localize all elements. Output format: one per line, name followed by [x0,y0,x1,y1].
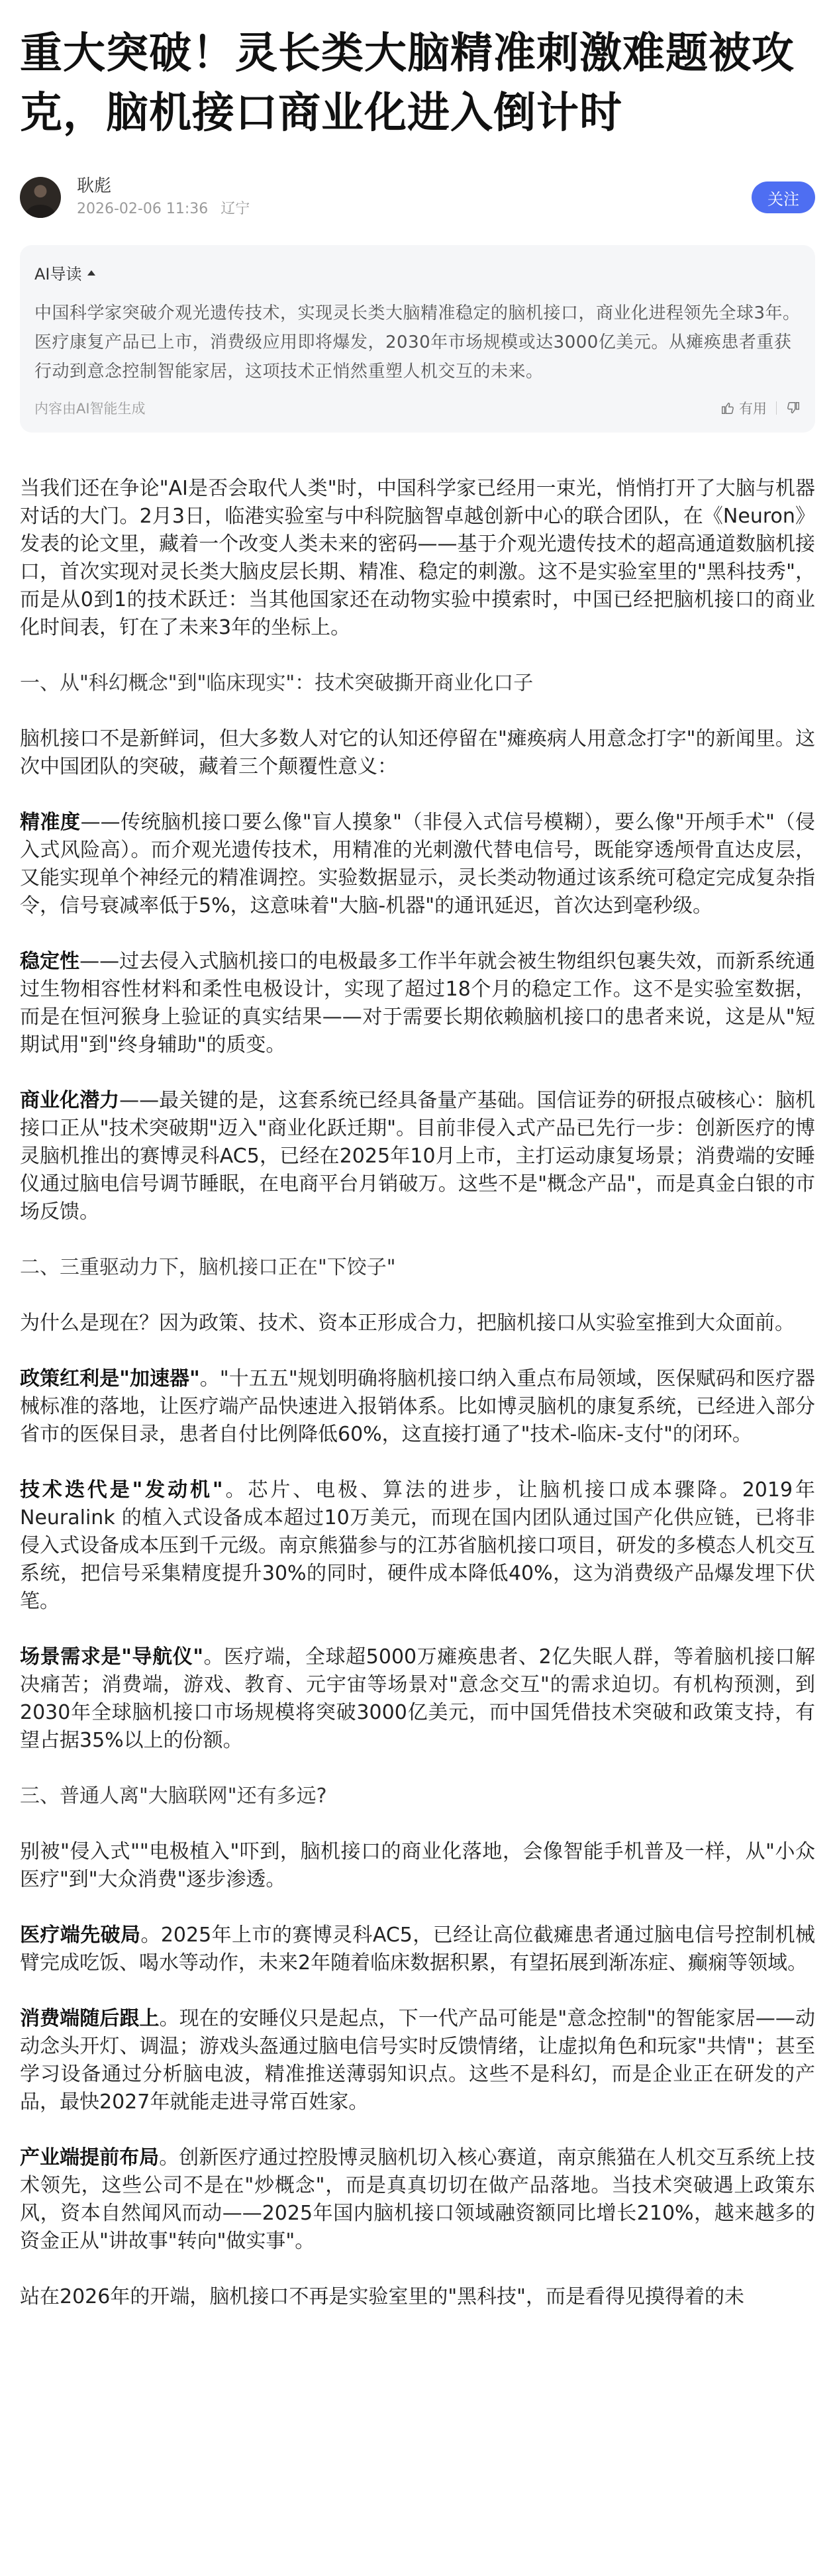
author-name[interactable]: 耿彪 [77,176,112,196]
avatar[interactable] [20,177,61,218]
paragraph [20,948,815,1059]
paragraph-text: 。现在的安睡仪只是起点，下一代产品可能是"意念控制"的智能家居——动动念头开灯、调温；游戏头盔通过脑电信号实时反馈情绪，让虚拟角色和玩家"共情"；甚至学习设备通过分析脑电波，精准推送薄弱知识点。这些不是科幻，而是企业正在研发的产品，最快2027年就能走进寻常百姓家。 [20,2007,815,2114]
section-heading: 一、从"科幻概念"到"临床现实"：技术突破撕开商业化口子 [20,672,534,695]
feedback-divider [776,401,777,415]
paragraph: 站在2026年的开端，脑机接口不再是实验室里的"黑科技"，而是看得见摸得着的未 [20,2285,744,2308]
paragraph [20,1476,815,1616]
paragraph-text: ——过去侵入式脑机接口的电极最多工作半年就会被生物组织包裹失效，而新系统通过生物相容性材料和柔性电极设计，实现了超过18个月的稳定工作。这不是实验室数据，而是在恒河猴身上验证的真实结果——对于需要长期依赖脑机接口的患者来说，这是从"短期试用"到"终身辅助"的质变。 [20,950,816,1056]
article-title: 重大突破！灵长类大脑精准刺激难题被攻克，脑机接口商业化进入倒计时 [20,29,795,138]
paragraph [20,1365,815,1449]
caret-up-icon [87,270,95,276]
paragraph-text: 。创新医疗通过控股博灵脑机切入核心赛道，南京熊猫在人机交互系统上技术领先，这些公司不是在"炒概念"，而是真真切切在做产品落地。当技术突破遇上政策东风，资本自然闻风而动——2025年国内脑机接口领域融资额同比增长210%，越来越多的资金正从"讲故事"转向"做实事"。 [20,2146,816,2253]
paragraph-lead: 精准度 [20,811,81,834]
paragraph-text: ——最关键的是，这套系统已经具备量产基础。国信证券的研报点破核心：脑机接口正从"技术突破期"迈入"商业化跃迁期"。目前非侵入式产品已先行一步：创新医疗的博灵脑机推出的赛博灵科AC5，已经在2025年10月上市，主打运动康复场景；消费端的安睡仪通过脑电信号调节睡眠，在电商平台月销破万。这些不是"概念产品"，而是真金白银的市场反馈。 [20,1089,816,1223]
ai-summary-label: AI导读 [34,265,82,283]
paragraph-lead: 政策红利是"加速器" [20,1367,200,1390]
publish-location: 辽宁 [221,201,250,217]
section-heading: 三、普通人离"大脑联网"还有多远? [20,1784,327,1808]
follow-button[interactable]: 关注 [752,181,815,213]
paragraph: 当我们还在争论"AI是否会取代人类"时，中国科学家已经用一束光，悄悄打开了大脑与机器对话的大门。2月3日，临港实验室与中科院脑智卓越创新中心的联合团队，在《Neuron》发表的论文里，藏着一个改变人类未来的密码——基于介观光遗传技术的超高通道数脑机接口，首次实现对灵长类大脑皮层长期、精准、稳定的刺激。这不是实验室里的"黑科技秀"，而是从0到1的技术跃迁：当其他国家还在动物实验中摸索时，中国已经把脑机接口的商业化时间表，钉在了未来3年的坐标上。 [20,477,815,639]
publish-date: 2026-02-06 11:36 [77,201,209,217]
thumbs-down-icon [786,401,801,415]
paragraph [20,1922,815,1977]
paragraph [20,809,815,920]
ai-summary-footer [34,398,801,418]
paragraph [20,2144,815,2255]
paragraph-lead: 稳定性 [20,950,80,973]
article-body [20,475,815,2311]
paragraph-text: 。2025年上市的赛博灵科AC5，已经让高位截瘫患者通过脑电信号控制机械臂完成吃饭、喝水等动作，未来2年随着临床数据积累，有望拓展到渐冻症、癫痫等领域。 [20,1924,815,1975]
ai-summary-box [20,245,815,433]
paragraph [20,1087,815,1226]
paragraph-text: 。"十五五"规划明确将脑机接口纳入重点布局领域，医保赋码和医疗器械标准的落地，让医疗端产品快速进入报销体系。比如博灵脑机的康复系统，已经进入部分省市的医保目录，患者自付比例降低60%，这直接打通了"技术-临床-支付"的闭环。 [20,1367,815,1446]
paragraph [20,1643,815,1755]
paragraph-lead: 产业端提前布局 [20,2146,160,2169]
ai-generated-note: 内容由AI智能生成 [34,401,146,417]
paragraph: 为什么是现在？因为政策、技术、资本正形成合力，把脑机接口从实验室推到大众面前。 [20,1312,795,1335]
ai-summary-text: 中国科学家突破介观光遗传技术，实现灵长类大脑精准稳定的脑机接口，商业化进程领先全球3年。医疗康复产品已上市，消费级应用即将爆发，2030年市场规模或达3000亿美元。从瘫痪患者重获行动到意念控制智能家居，这项技术正悄然重塑人机交互的未来。 [34,303,801,382]
paragraph: 别被"侵入式""电极植入"吓到，脑机接口的商业化落地，会像智能手机普及一样，从"小众医疗"到"大众消费"逐步渗透。 [20,1840,815,1891]
author-row [20,175,815,220]
paragraph-text: 。医疗端，全球超5000万瘫痪患者、2亿失眠人群，等着脑机接口解决痛苦；消费端，游戏、教育、元宇宙等场景对"意念交互"的需求迫切。有机构预测，到2030年全球脑机接口市场规模将突破3000亿美元，而中国凭借技术突破和政策支持，有望占据35%以上的份额。 [20,1645,815,1752]
author-info [77,175,752,220]
thumbs-up-icon [720,401,735,415]
paragraph-lead: 商业化潜力 [20,1089,120,1112]
paragraph-text: 。芯片、电极、算法的进步，让脑机接口成本骤降。2019年Neuralink 的植入式设备成本超过10万美元，而现在国内团队通过国产化供应链，已将非侵入式设备成本压到千元级。南京熊猫参与的江苏省脑机接口项目，研发的多模态人机交互系统，把信号采集精度提升30%的同时，硬件成本降低40%，这为消费级产品爆发埋下伏笔。 [20,1478,815,1613]
useful-button[interactable] [720,398,767,418]
useful-label: 有用 [739,401,767,417]
ai-feedback-actions [720,398,801,418]
paragraph [20,2005,815,2116]
section-heading: 二、三重驱动力下，脑机接口正在"下饺子" [20,1256,396,1279]
paragraph-lead: 医疗端先破局 [20,1924,141,1947]
not-useful-button[interactable] [786,401,801,415]
paragraph-text: ——传统脑机接口要么像"盲人摸象"（非侵入式信号模糊），要么像"开颅手术"（侵入式风险高）。而介观光遗传技术，用精准的光刺激代替电信号，既能穿透颅骨直达皮层，又能实现单个神经元的精准调控。实验数据显示，灵长类动物通过该系统可稳定完成复杂指令，信号衰减率低于5%，这意味着"大脑-机器"的通讯延迟，首次达到毫秒级。 [20,811,815,917]
paragraph-lead: 场景需求是"导航仪" [20,1645,204,1669]
paragraph-lead: 消费端随后跟上 [20,2007,160,2030]
author-meta [77,199,752,220]
ai-summary-toggle[interactable] [34,261,801,284]
paragraph-lead: 技术迭代是"发动机" [20,1478,223,1502]
paragraph: 脑机接口不是新鲜词，但大多数人对它的认知还停留在"瘫痪病人用意念打字"的新闻里。这次中国团队的突破，藏着三个颠覆性意义： [20,727,815,778]
